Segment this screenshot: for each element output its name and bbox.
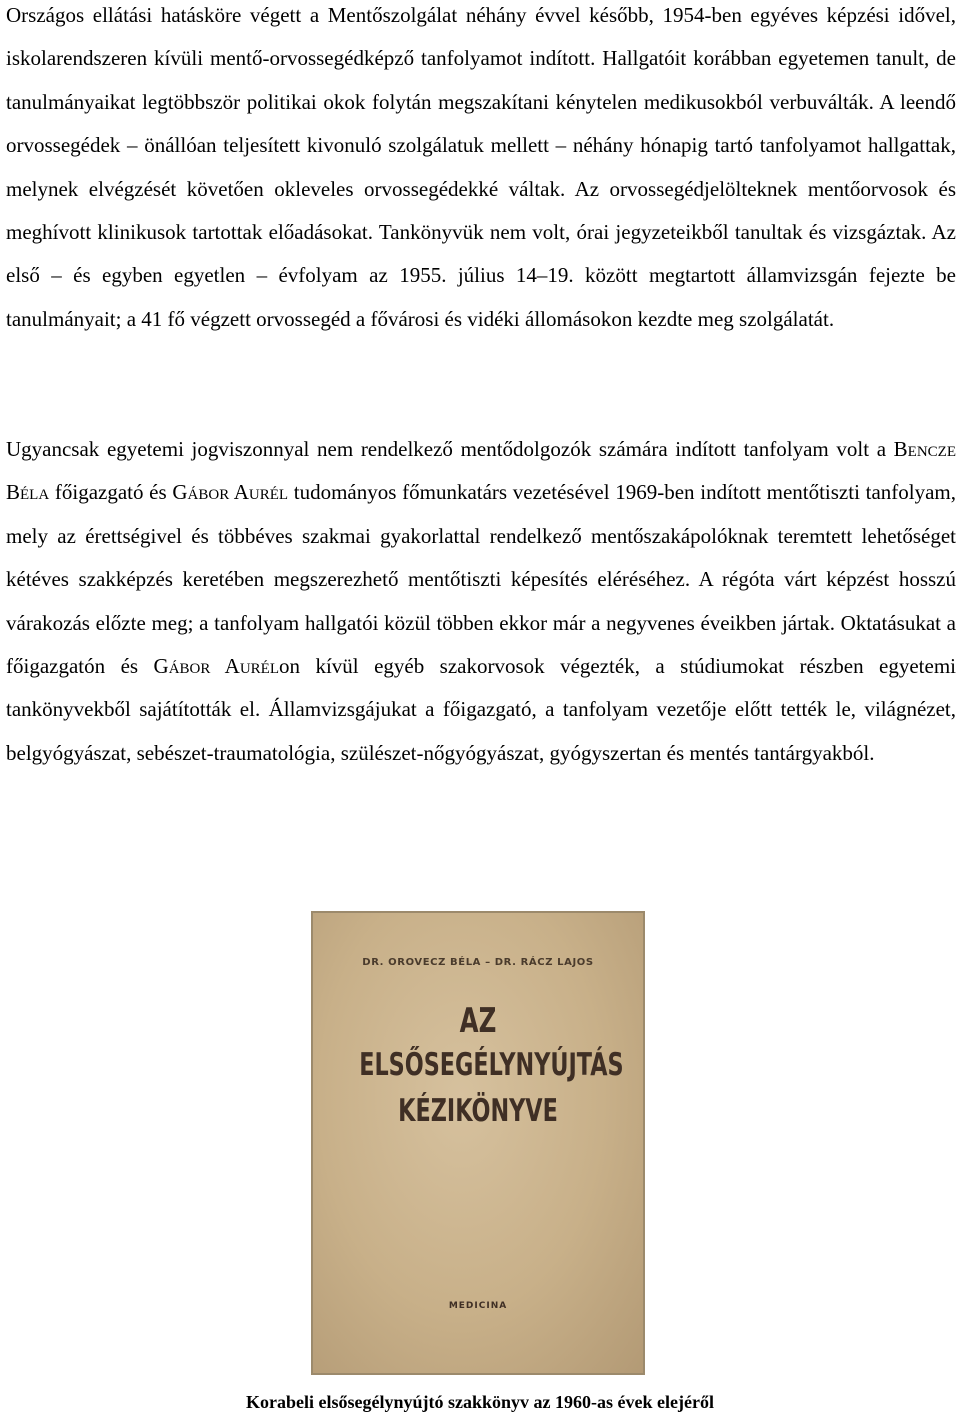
book-cover-image: [311, 911, 645, 1375]
cover-title-line-3: KÉZIKÖNYVE: [398, 1093, 558, 1129]
image-caption: Korabeli elsősegélynyújtó szakkönyv az 1960-as évek elejéről: [246, 1392, 714, 1412]
person-name-gabor: Gábor Aurél: [172, 480, 289, 505]
paragraph-2-text-d: on kívül egyéb szakorvosok végezték, a stúdiumokat részben egyetemi tankönyvekből sajátították el. Államvizsgájukat a főigazgató, a tanfolyam vezetője előtt tették le, világnézet, belgyógyászat, sebészet-traumatológia, szülészet-nőgyógyászat, gyógyszertan és mentés tantárgyakból.: [6, 654, 957, 765]
paragraph-1: [6, 0, 956, 341]
cover-title-line-2: ELSŐSEGÉLYNYÚJTÁS: [359, 1047, 624, 1083]
cover-title-line-1: AZ: [459, 1001, 497, 1041]
cover-authors: DR. OROVECZ BÉLA – DR. RÁCZ LAJOS: [362, 957, 594, 968]
person-name-gabor-2: Gábor Aurél: [153, 654, 279, 679]
person-name-bencze: Bencze Béla: [6, 437, 956, 505]
paragraph-2-text-b: főigazgató és: [49, 480, 173, 505]
paragraph-2-text-c: tudományos főmunkatárs vezetésével 1969-ben indított mentőtiszti tanfolyam, mely az érettségivel és többéves szakmai gyakorlattal rendelkező mentőszakápolóknak teremtett lehetőséget kétéves szakképzés keretében megszerezhető mentőtiszti képesítés eléréséhez. A régóta várt képzést hosszú várakozás előzte meg; a tanfolyam hallgatói közül többen ekkor már a negyvenes éveikben jártak. Oktatásukat a főigazgatón és: [6, 480, 957, 679]
cover-publisher: MEDICINA: [448, 1301, 508, 1311]
paragraph-2-text-a: Ugyancsak egyetemi jogviszonnyal nem rendelkező mentődolgozók számára indított tanfolyam volt a: [6, 437, 894, 461]
paragraph-1-text: Országos ellátási hatásköre végett a Mentőszolgálat néhány évvel később, 1954-ben egyéves képzési idővel, iskolarendszeren kívüli mentő-orvossegédképző tanfolyamot indított. Hallgatóit korábban egyetemen tanult, de tanulmányaikat legtöbbször politikai okok folytán megszakítani kénytelen medikusokból verbuválták. A leendő orvossegédek – önállóan teljesített kivonuló szolgálatuk mellett – néhány hónapig tartó tanfolyamot hallgattak, melynek elvégzését követően okleveles orvossegédekké váltak. Az orvossegédjelölteknek mentőorvosok és meghívott klinikusok tartottak előadásokat. Tankönyvük nem volt, órai jegyzeteikből tanultak és vizsgáztak. Az első – és egyben egyetlen – évfolyam az 1955. július 14–19. között megtartott államvizsgán fejezte be tanulmányait; a 41 fő végzett orvossegéd a fővárosi és vidéki állomásokon kezdte meg szolgálatát.: [6, 3, 956, 331]
paragraph-2: [6, 428, 956, 775]
